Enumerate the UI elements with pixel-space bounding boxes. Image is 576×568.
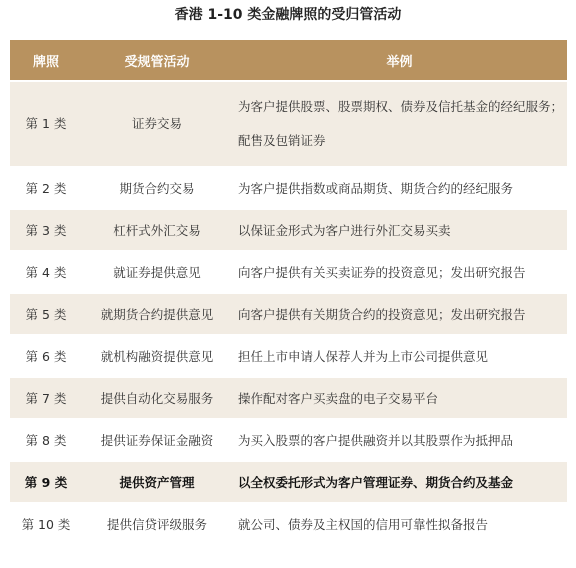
example-cell: 向客户提供有关期货合约的投资意见；发出研究报告 [232,294,567,334]
license-cell: 第 5 类 [10,294,82,334]
license-cell: 第 10 类 [10,504,82,544]
activity-cell: 就期货合约提供意见 [82,294,232,334]
table-row [10,82,567,166]
activity-cell: 就证券提供意见 [82,252,232,292]
example-cell: 以保证金形式为客户进行外汇交易买卖 [232,210,567,250]
license-cell: 第 8 类 [10,420,82,460]
table-row [10,420,567,460]
table-row [10,504,567,544]
header-activity: 受规管活动 [82,40,232,80]
example-cell: 为买入股票的客户提供融资并以其股票作为抵押品 [232,420,567,460]
example-cell: 为客户提供股票、股票期权、债券及信托基金的经纪服务；配售及包销证券 [232,82,567,166]
license-cell: 第 9 类 [10,462,82,502]
table-row [10,252,567,292]
activity-cell: 提供证券保证金融资 [82,420,232,460]
license-cell: 第 2 类 [10,168,82,208]
activity-cell: 期货合约交易 [82,168,232,208]
example-cell: 操作配对客户买卖盘的电子交易平台 [232,378,567,418]
table-row [10,168,567,208]
activity-cell: 提供资产管理 [82,462,232,502]
activity-cell: 提供自动化交易服务 [82,378,232,418]
table-row [10,294,567,334]
header-license: 牌照 [10,40,82,80]
table-row [10,336,567,376]
activity-cell: 杠杆式外汇交易 [82,210,232,250]
example-cell: 以全权委托形式为客户管理证券、期货合约及基金 [232,462,567,502]
example-cell: 向客户提供有关买卖证券的投资意见；发出研究报告 [232,252,567,292]
activity-cell: 提供信贷评级服务 [82,504,232,544]
header-example: 举例 [232,40,567,80]
page-title: 香港 1-10 类金融牌照的受归管活动 [174,7,402,23]
example-cell: 为客户提供指数或商品期货、期货合约的经纪服务 [232,168,567,208]
license-table [10,38,567,546]
table-row [10,462,567,502]
table-header-row [10,40,567,80]
license-cell: 第 6 类 [10,336,82,376]
example-cell: 担任上市申请人保荐人并为上市公司提供意见 [232,336,567,376]
license-cell: 第 4 类 [10,252,82,292]
activity-cell: 证券交易 [82,82,232,166]
example-cell: 就公司、债券及主权国的信用可靠性拟备报告 [232,504,567,544]
license-cell: 第 3 类 [10,210,82,250]
table-row [10,378,567,418]
license-cell: 第 1 类 [10,82,82,166]
license-cell: 第 7 类 [10,378,82,418]
table-row [10,210,567,250]
activity-cell: 就机构融资提供意见 [82,336,232,376]
